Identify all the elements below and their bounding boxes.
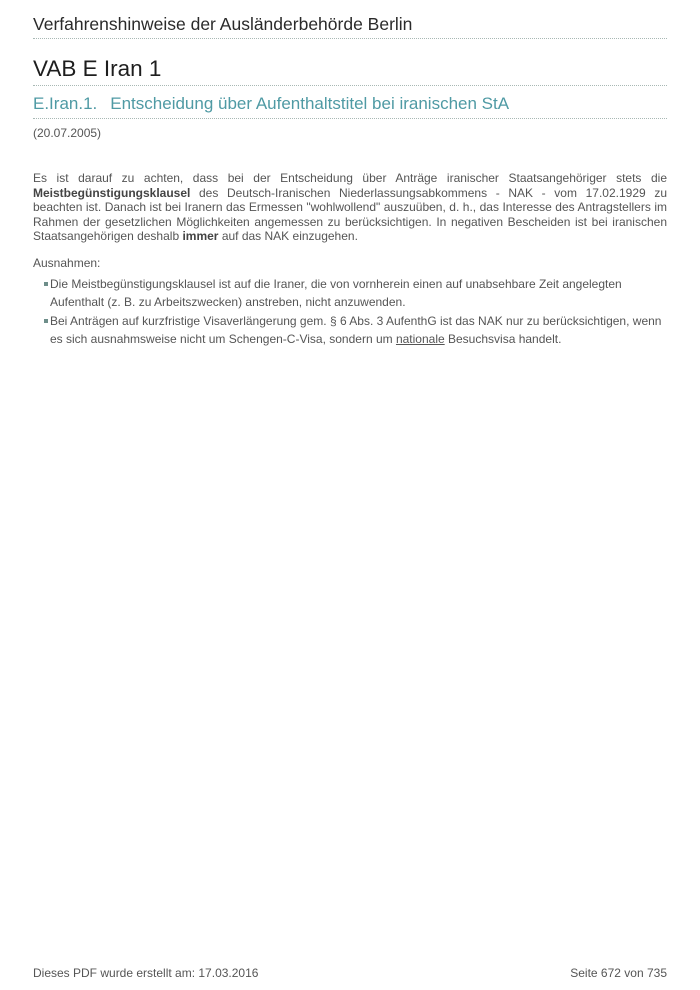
paragraph-bold-immer: immer — [182, 229, 219, 243]
exceptions-label: Ausnahmen: — [33, 255, 101, 270]
list-item — [33, 312, 667, 348]
footer-page-number: Seite 672 von 735 — [570, 966, 667, 980]
main-paragraph — [33, 171, 667, 244]
footer-created-date: Dieses PDF wurde erstellt am: 17.03.2016 — [33, 966, 259, 980]
paragraph-text-1: Es ist darauf zu achten, dass bei der Entscheidung über Anträge iranischer Staatsangehöriger stets die — [33, 171, 667, 185]
square-bullet-icon — [44, 319, 48, 323]
exception-text-before: Bei Anträgen auf kurzfristige Visaverlängerung gem. § 6 Abs. 3 AufenthG ist das NAK nur zu berücksichtigen, wenn es sich ausnahmsweise nicht um Schengen-C-Visa, sondern um — [50, 313, 662, 346]
paragraph-bold-term: Meistbegünstigungsklausel — [33, 185, 191, 200]
exception-text: Die Meistbegünstigungsklausel ist auf die Iraner, die von vornherein einen auf unabsehbare Zeit angelegten Aufenthalt (z. B. zu Arbeitszwecken) anstreben, nicht anzuwenden. — [50, 276, 622, 309]
vab-title: VAB E Iran 1 — [33, 55, 667, 86]
exception-underlined-term: nationale — [395, 331, 445, 346]
square-bullet-icon — [44, 282, 48, 286]
section-date: (20.07.2005) — [33, 126, 102, 140]
document-page — [33, 0, 667, 349]
paragraph-text-2: des Deutsch-Iranischen Niederlassungsabkommens - NAK - vom 17.02.1929 zu beachten ist. Danach ist bei Iranern das Ermessen "wohlwollend" auszuüben, d. h., das Interesse des Antragstellers im Rahmen der gesetzlichen Möglichkeiten angemessen zu berücksichtigen. In negativen Bescheiden ist bei iranischen Staatsangehörigen deshalb — [33, 185, 667, 243]
section-number: E.Iran.1. — [33, 94, 98, 113]
page-footer — [33, 966, 667, 981]
paragraph-text-3: auf das NAK einzugehen. — [218, 229, 358, 243]
section-title: Entscheidung über Aufenthaltstitel bei iranischen StA — [110, 94, 510, 113]
section-heading — [33, 93, 667, 119]
exception-text-after: Besuchsvisa handelt. — [444, 331, 562, 346]
exceptions-list — [33, 275, 667, 348]
list-item — [33, 275, 667, 311]
document-header-title: Verfahrenshinweise der Ausländerbehörde Berlin — [33, 13, 667, 39]
